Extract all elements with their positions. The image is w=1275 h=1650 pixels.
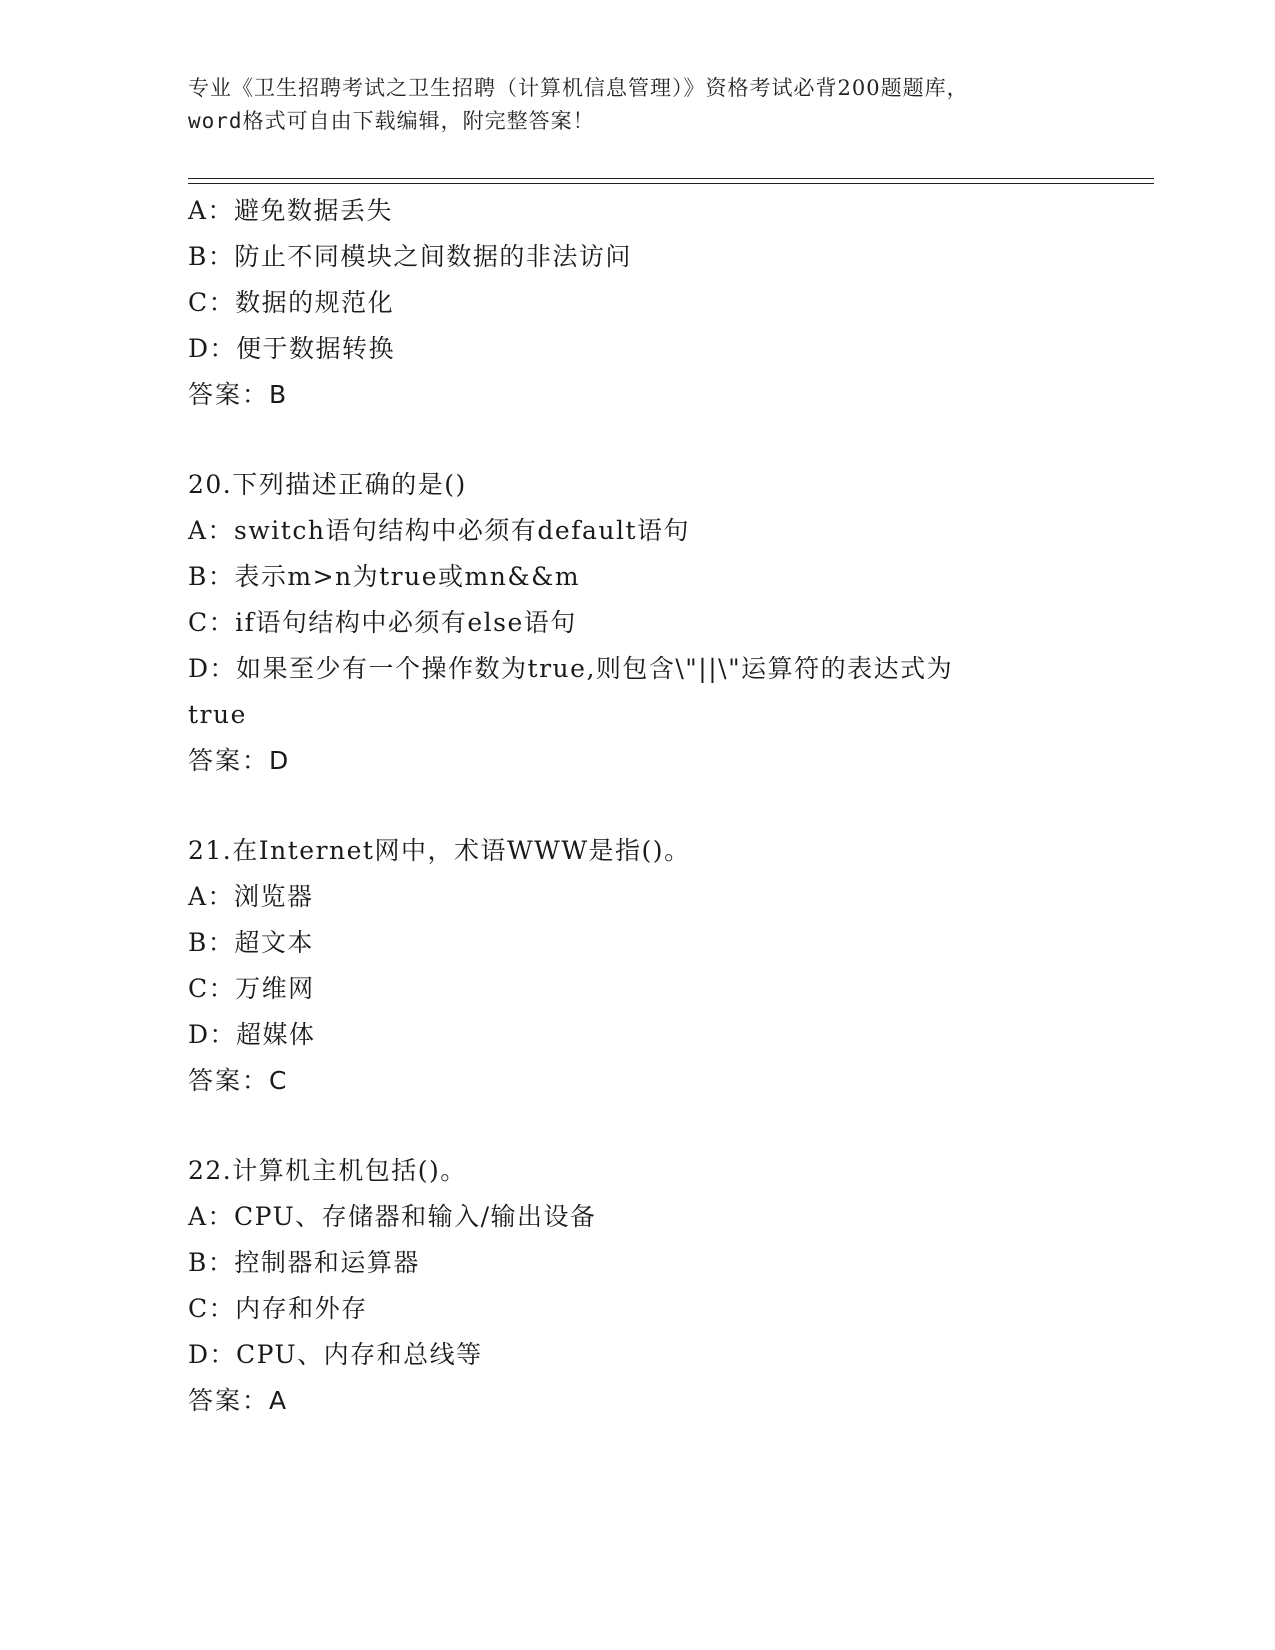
- question-22: [188, 1148, 1154, 1424]
- option-b: B：防止不同模块之间数据的非法访问: [188, 242, 632, 271]
- option-d: D：超媒体: [188, 1020, 316, 1049]
- option-d: D：便于数据转换: [188, 334, 396, 363]
- header-line-2-rest: 格式可自由下载编辑，附完整答案！: [242, 109, 595, 133]
- option-c: C：数据的规范化: [188, 288, 395, 317]
- header-divider-top: [188, 178, 1154, 179]
- option-d: D：CPU、内存和总线等: [188, 1340, 483, 1369]
- option-c: C：if语句结构中必须有else语句: [188, 608, 577, 637]
- option-a: A：switch语句结构中必须有default语句: [188, 516, 691, 545]
- option-a: A：浏览器: [188, 882, 314, 911]
- question-title: 21.在Internet网中，术语WWW是指()。: [188, 836, 691, 865]
- option-c: C：内存和外存: [188, 1294, 368, 1323]
- question-title: 20.下列描述正确的是(): [188, 470, 467, 499]
- question-20: [188, 462, 1154, 784]
- question-list: [188, 188, 1154, 1424]
- option-a: A：避免数据丢失: [188, 196, 394, 225]
- question-19: [188, 188, 1154, 418]
- option-b: B：控制器和运算器: [188, 1248, 420, 1277]
- question-title: 22.计算机主机包括()。: [188, 1156, 467, 1185]
- option-c: C：万维网: [188, 974, 315, 1003]
- document-header: [188, 72, 1088, 138]
- option-b: B：表示m>n为true或mn&&m: [188, 562, 581, 591]
- answer: 答案：D: [188, 746, 291, 775]
- answer: 答案：A: [188, 1386, 289, 1415]
- option-d: D：如果至少有一个操作数为true,则包含\"||\"运算符的表达式为: [188, 654, 954, 683]
- answer: 答案：C: [188, 1066, 289, 1095]
- header-line-1: 专业《卫生招聘考试之卫生招聘（计算机信息管理）》资格考试必背200题题库，: [188, 76, 969, 100]
- header-line-2: [188, 105, 1088, 138]
- answer: 答案：B: [188, 380, 289, 409]
- option-d-continuation: true: [188, 700, 247, 729]
- header-word-label: word: [188, 109, 243, 133]
- option-b: B：超文本: [188, 928, 314, 957]
- header-divider-bottom: [188, 183, 1154, 184]
- option-a: A：CPU、存储器和输入/输出设备: [188, 1202, 597, 1231]
- question-21: [188, 828, 1154, 1104]
